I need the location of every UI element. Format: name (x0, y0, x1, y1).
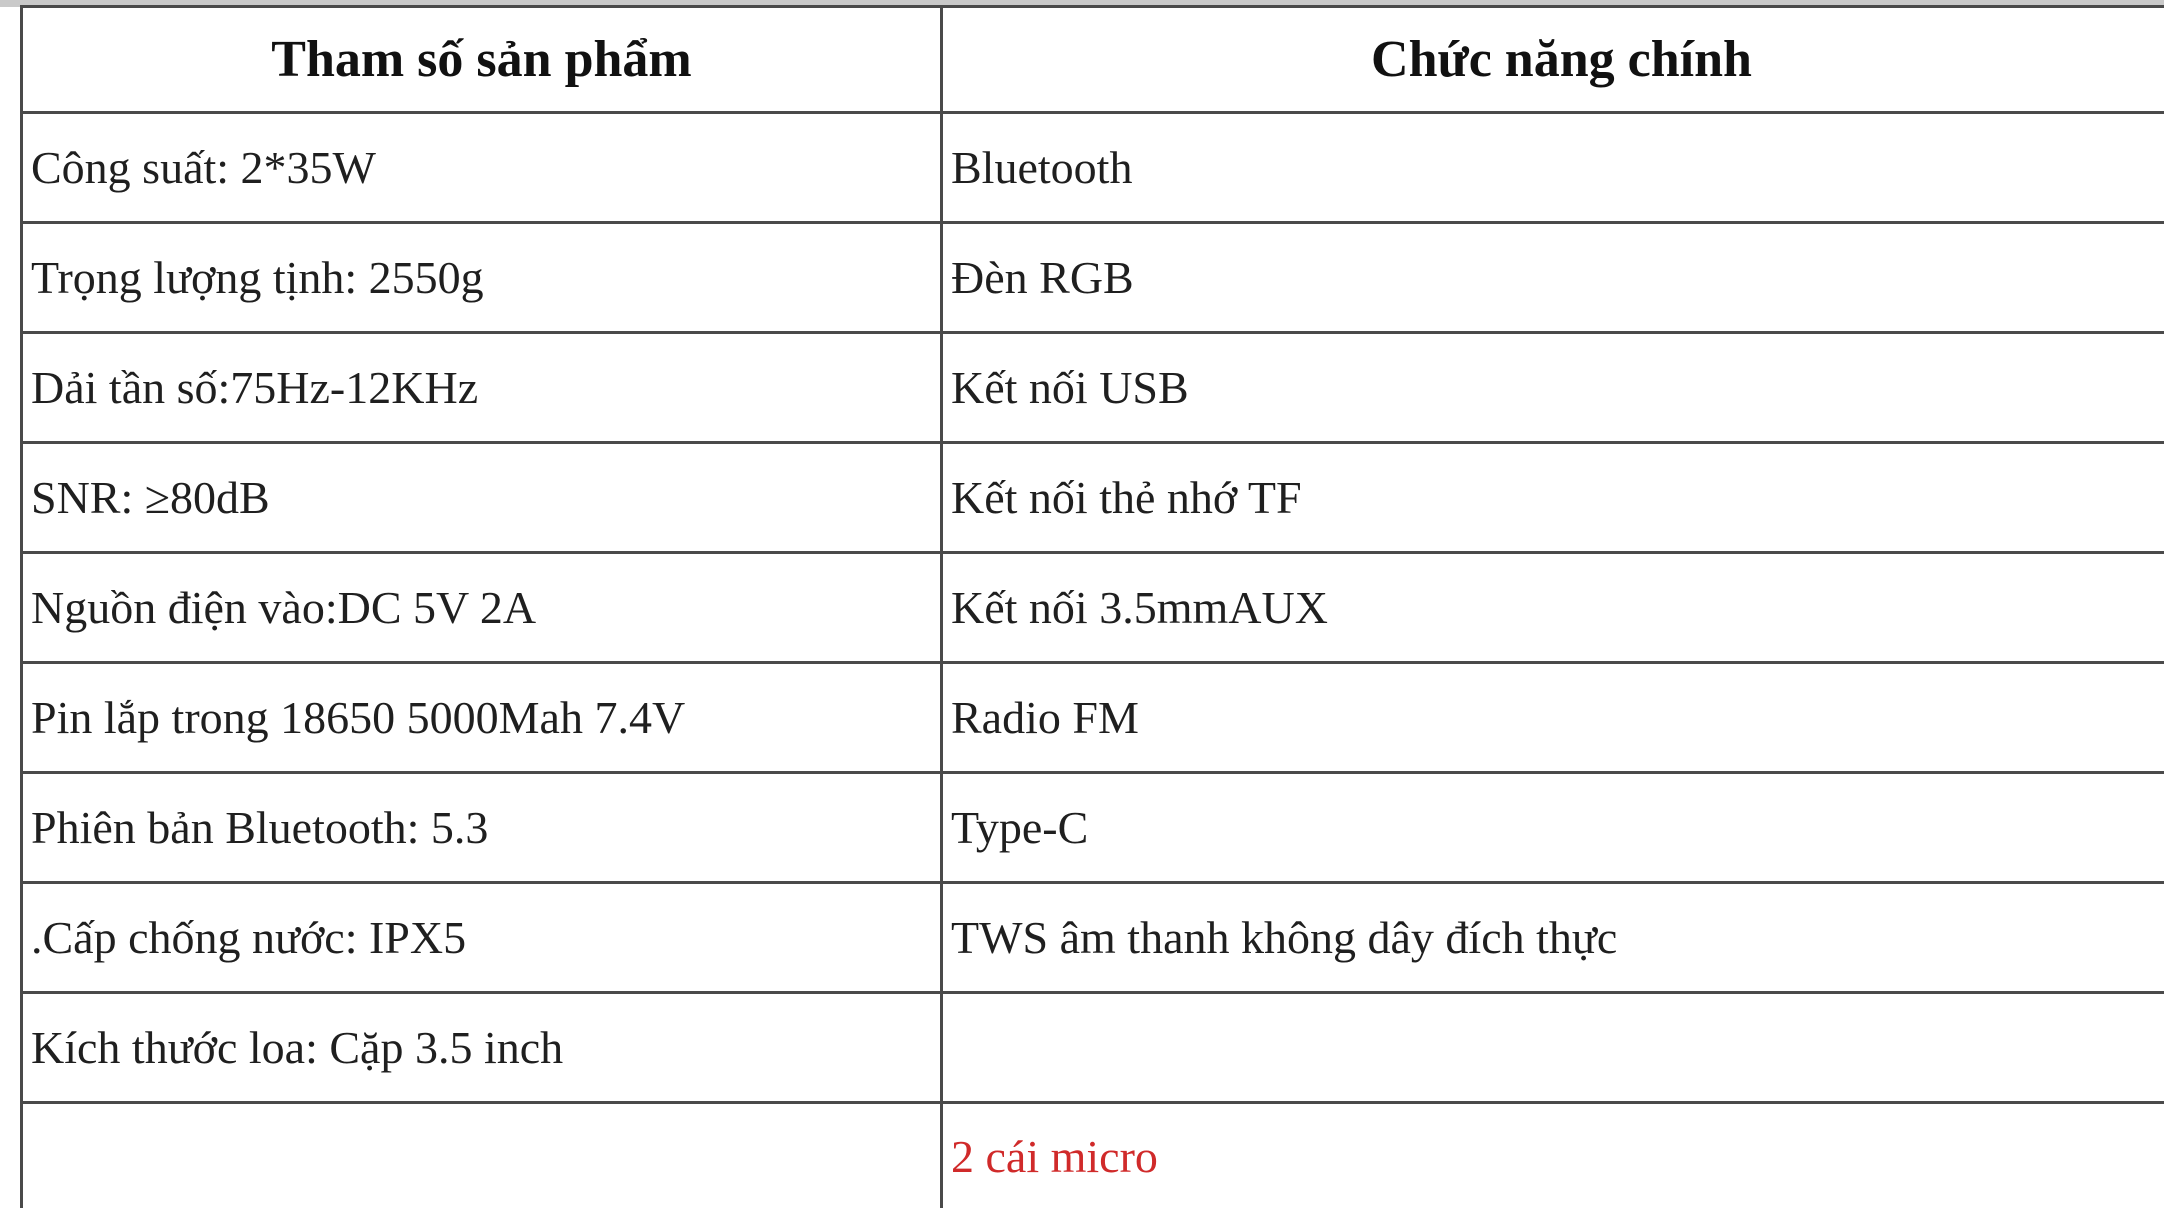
table-row (22, 113, 2164, 223)
feature-cell (942, 1103, 2164, 1208)
spec-power: Công suất: 2*35W (31, 142, 376, 193)
feature-cell (942, 333, 2164, 443)
spec-cell (22, 993, 942, 1103)
table-row (22, 1103, 2164, 1208)
spec-cell (22, 553, 942, 663)
feature-tws: TWS âm thanh không dây đích thực (951, 912, 1618, 963)
feature-cell (942, 113, 2164, 223)
feature-aux: Kết nối 3.5mmAUX (951, 582, 1328, 633)
spec-power-input: Nguồn điện vào:DC 5V 2A (31, 582, 537, 633)
header-product-parameters: Tham số sản phẩm (22, 7, 942, 113)
table-header-row (22, 7, 2164, 113)
feature-cell (942, 883, 2164, 993)
feature-cell (942, 993, 2164, 1103)
feature-bluetooth: Bluetooth (951, 142, 1133, 193)
feature-rgb-light: Đèn RGB (951, 252, 1134, 303)
feature-cell (942, 663, 2164, 773)
spec-battery: Pin lắp trong 18650 5000Mah 7.4V (31, 692, 686, 743)
spec-cell (22, 773, 942, 883)
header-main-functions: Chức năng chính (942, 7, 2164, 113)
feature-tf-card: Kết nối thẻ nhớ TF (951, 472, 1302, 523)
spec-frequency-range: Dải tần số:75Hz-12KHz (31, 362, 479, 413)
feature-fm-radio: Radio FM (951, 692, 1139, 743)
product-spec-table (20, 5, 2164, 1208)
spec-cell (22, 443, 942, 553)
left-margin (0, 115, 20, 1208)
spec-speaker-size: Kích thước loa: Cặp 3.5 inch (31, 1022, 564, 1073)
feature-cell (942, 553, 2164, 663)
spec-bluetooth-version: Phiên bản Bluetooth: 5.3 (31, 802, 489, 853)
feature-type-c: Type-C (951, 802, 1089, 853)
spec-cell (22, 663, 942, 773)
spec-cell (22, 113, 942, 223)
feature-cell (942, 773, 2164, 883)
spec-cell (22, 223, 942, 333)
table-row (22, 663, 2164, 773)
spec-cell (22, 333, 942, 443)
table-row (22, 443, 2164, 553)
table-row (22, 993, 2164, 1103)
spec-waterproof: .Cấp chống nước: IPX5 (31, 912, 467, 963)
table-row (22, 553, 2164, 663)
table-row (22, 223, 2164, 333)
table-row (22, 773, 2164, 883)
spec-cell (22, 883, 942, 993)
feature-cell (942, 443, 2164, 553)
feature-microphones: 2 cái micro (951, 1130, 1158, 1182)
table-row (22, 333, 2164, 443)
spec-net-weight: Trọng lượng tịnh: 2550g (31, 252, 484, 303)
spec-cell (22, 1103, 942, 1208)
feature-cell (942, 223, 2164, 333)
feature-usb: Kết nối USB (951, 362, 1189, 413)
spec-snr: SNR: ≥80dB (31, 472, 270, 523)
table-row (22, 883, 2164, 993)
